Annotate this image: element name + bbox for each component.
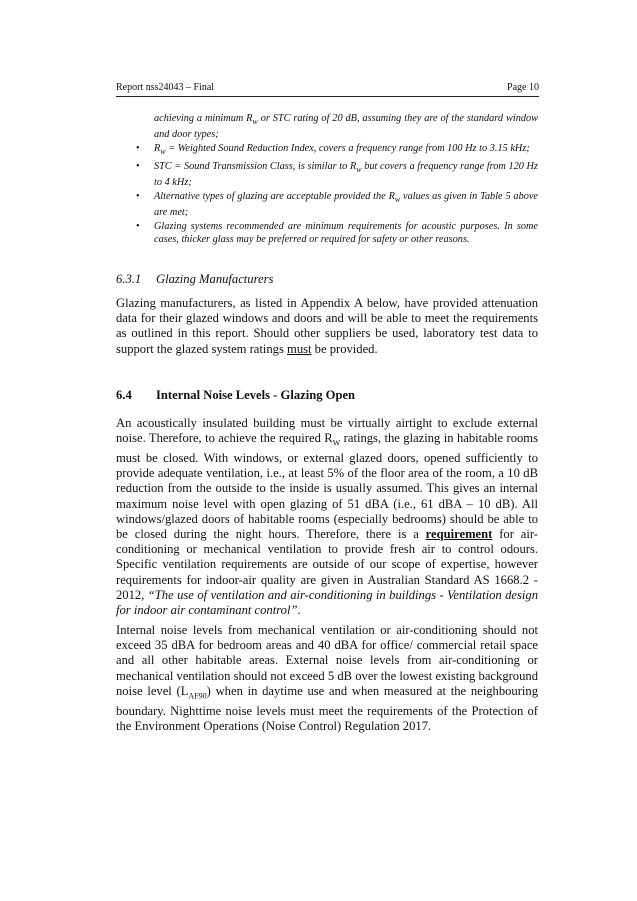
section-title: Glazing Manufacturers [156,272,274,286]
bullet-icon: • [136,191,140,203]
bullet-icon: • [136,143,140,155]
glazing-notes-list [116,113,538,249]
section-number: 6.3.1 [116,272,142,286]
list-item: • $R_w$ = Weighted Sound Reduction Index, covers a frequency range from 100 Hz to 3.15 kHz; [116,143,538,159]
paragraph-internal-noise-2: Internal noise levels from mechanical ventilation or air-conditioning should not exceed 35 dBA for bedroom areas and 40 dBA for office/ commercial retail space and all other habitable areas. External noise levels from air-conditioning or mechanical ventilation should not exceed 5 dB over the lowest existing background noise level $(L_{AF90})$ when in daytime use and when measured at the neighbouring boundary. Nighttime noise levels must meet the requirements of the Protection of the Environment Operations (Noise Control) Regulation 2017. [116,623,538,733]
list-item: • Glazing systems recommended are minimum requirements for acoustic purposes. In some cases, thicker glass may be preferred or required for safety or other reasons. [116,221,538,246]
paragraph-glazing-manufacturers: Glazing manufacturers, as listed in Appendix A below, have provided attenuation data for their glazed windows and doors and will be able to meet the requirements as outlined in this report. Should other suppliers be used, laboratory test data to support the glazed system ratings must be provided. [116,296,538,356]
bullet-icon: • [136,160,140,172]
report-id: Report nss24043 – Final [116,82,215,93]
section-heading-6-3-1 [116,272,273,287]
list-item: • Alternative types of glazing are acceptable provided the $R_w$ values as given in Table 5 above are met; [116,191,538,219]
section-number: 6.4 [116,388,132,402]
bullet-continuation: achieving a minimum $R_w$ or STC rating of 20 dB, assuming they are of the standard window and door types; [154,113,539,140]
page-number: Page 10 [507,82,539,93]
section-heading-6-4 [116,388,355,403]
bullet-icon: • [136,221,140,233]
list-item: • STC = Sound Transmission Class, is similar to $R_w$ but covers a frequency range from 120 Hz to 4 kHz; [116,161,538,189]
page-header [116,82,539,97]
paragraph-internal-noise-1: An acoustically insulated building must be virtually airtight to exclude external noise. Therefore, to achieve the required $R_W$ ratings, the glazing in habitable rooms must be closed. With windows, or external glazed doors, opened sufficiently to provide adequate ventilation, i.e., at least 5% of the floor area of the room, a 10 dB reduction from the outside to the inside is usually assumed. This gives an internal maximum noise level with open glazing of 51 dBA (i.e., 61 dBA – 10 dB). All windows/glazed doors of habitable rooms (especially bedrooms) should be able to be closed during the night hours. Therefore, there is a requirement for air-conditioning or mechanical ventilation to provide fresh air to control odours. Specific ventilation requirements are outside of our scope of expertise, however requirements for indoor-air quality are given in Australian Standard AS 1668.2 - 2012, “The use of ventilation and air-conditioning in buildings - Ventilation design for indoor air contaminant control”. [116,416,539,617]
section-title: Internal Noise Levels - Glazing Open [156,388,356,402]
